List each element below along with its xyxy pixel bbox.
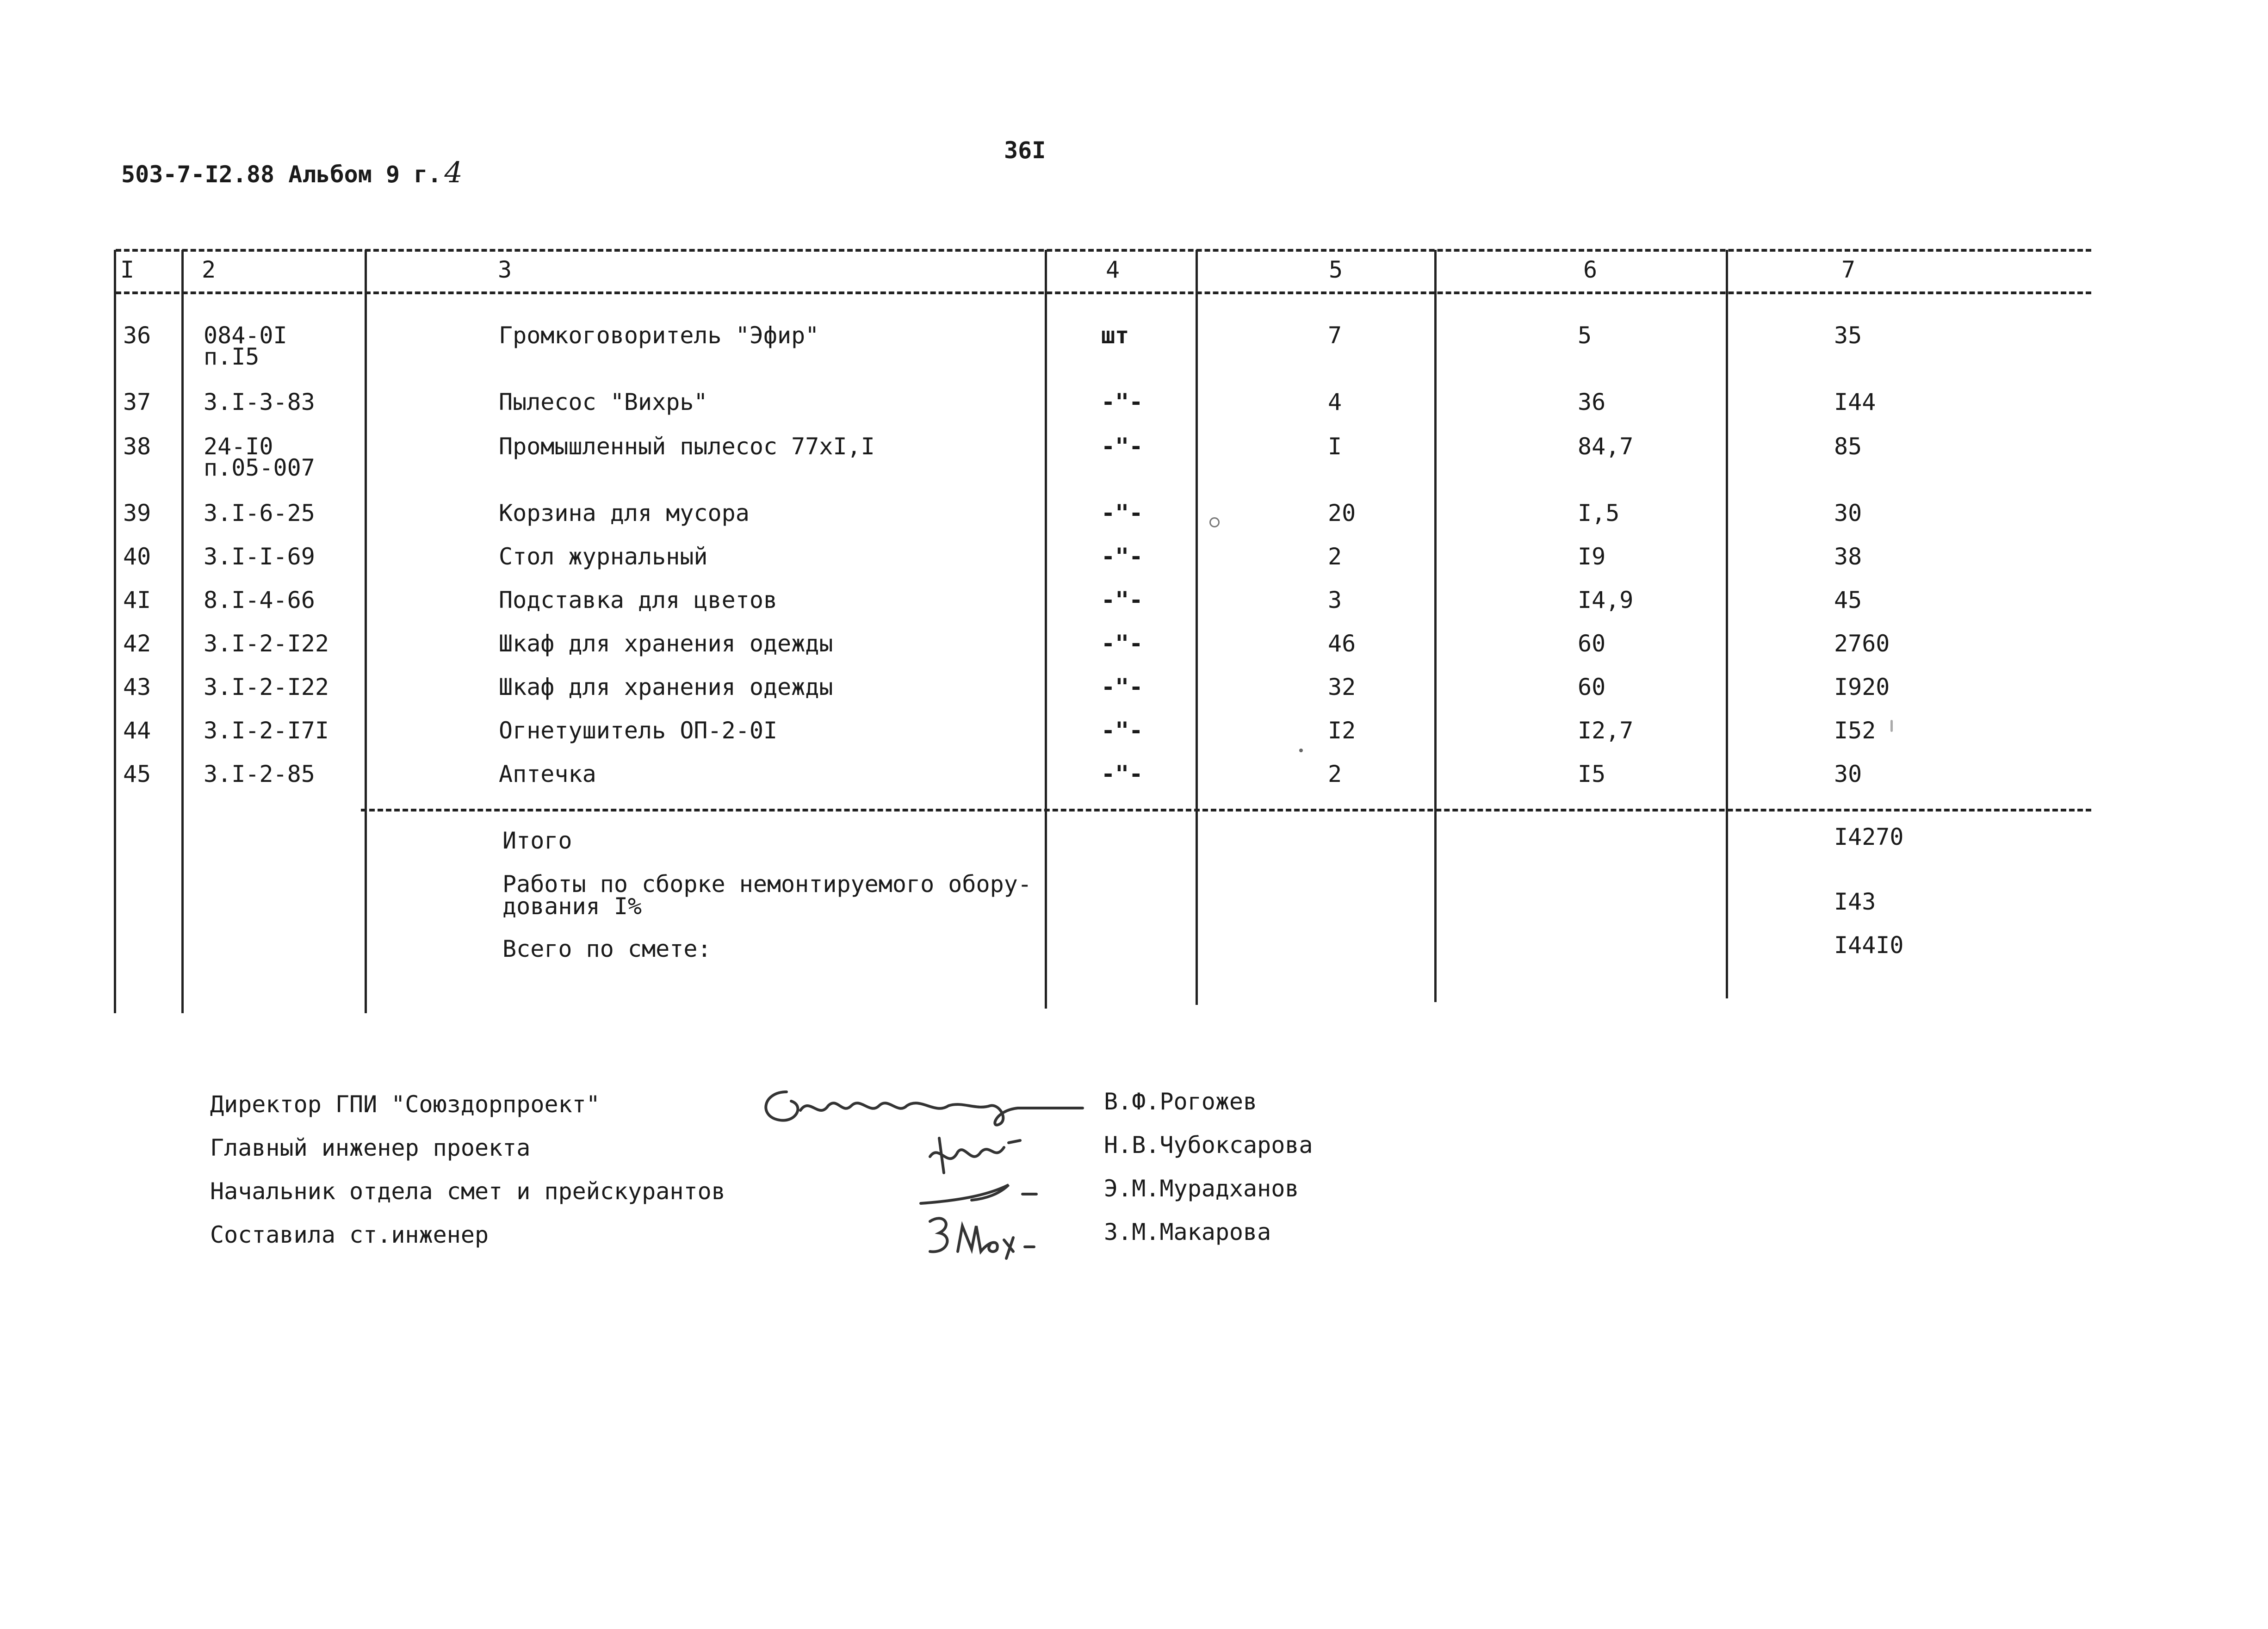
- subtotal-value: I4270: [1834, 824, 1904, 850]
- table-summary-border: [361, 809, 2091, 811]
- item-price: I,5: [1578, 500, 1620, 526]
- signatory-name: З.М.Макарова: [1104, 1219, 1271, 1245]
- item-price: 5: [1578, 322, 1592, 349]
- item-code: 3.I-2-I22: [204, 630, 329, 657]
- item-total: I920: [1834, 674, 1890, 700]
- item-quantity: 2: [1328, 761, 1342, 787]
- column-divider: [1726, 250, 1728, 998]
- column-header: 2: [202, 256, 216, 283]
- row-number: 45: [123, 761, 151, 787]
- item-total: 45: [1834, 587, 1862, 613]
- item-price: I4,9: [1578, 587, 1634, 613]
- item-code: 084-0I: [204, 322, 287, 349]
- item-total: 85: [1834, 433, 1862, 460]
- document-code: 503-7-I2.88 Альбом 9 г.4: [121, 155, 463, 189]
- row-number: 43: [123, 674, 151, 700]
- table-top-border: [116, 249, 2091, 252]
- row-number: 40: [123, 543, 151, 570]
- item-name: Шкаф для хранения одежды: [499, 630, 833, 657]
- column-divider: [114, 250, 116, 1013]
- item-total: 35: [1834, 322, 1862, 349]
- item-name: Пылесос "Вихрь": [499, 389, 708, 415]
- row-number: 4I: [123, 587, 151, 613]
- scan-speck: [1299, 749, 1303, 752]
- signatory-title: Главный инженер проекта: [210, 1134, 531, 1161]
- column-divider: [365, 250, 367, 1013]
- item-total: 30: [1834, 761, 1862, 787]
- column-header: 6: [1583, 256, 1598, 283]
- column-divider: [1434, 250, 1437, 1002]
- item-name: Промышленный пылесос 77хI,I: [499, 433, 875, 460]
- column-header: 7: [1841, 256, 1856, 283]
- item-quantity: 46: [1328, 630, 1356, 657]
- subtotal-label: Итого: [502, 827, 572, 854]
- column-divider: [1045, 250, 1047, 1009]
- item-price: 36: [1578, 389, 1606, 415]
- column-divider: [181, 250, 184, 1013]
- item-unit: -"-: [1101, 717, 1143, 744]
- item-unit: -"-: [1101, 587, 1143, 613]
- item-code: 3.I-2-I22: [204, 674, 329, 700]
- scan-speck: [1890, 720, 1893, 732]
- signatory-name: Э.М.Мурадханов: [1104, 1175, 1299, 1202]
- signatory-name: В.Ф.Рогожев: [1104, 1088, 1258, 1115]
- handwritten-signature: [921, 1208, 1041, 1268]
- item-unit: -"-: [1101, 500, 1143, 526]
- row-number: 39: [123, 500, 151, 526]
- column-divider: [1196, 250, 1198, 1005]
- item-total: I52: [1834, 717, 1876, 744]
- item-code-sub: п.05-007: [204, 454, 315, 481]
- item-code: 8.I-4-66: [204, 587, 315, 613]
- row-number: 38: [123, 433, 151, 460]
- handwritten-signature: [921, 1129, 1032, 1180]
- item-total: I44: [1834, 389, 1876, 415]
- table-header-border: [116, 291, 2091, 294]
- page-number: 36I: [1004, 137, 1046, 164]
- item-unit: шт: [1101, 322, 1129, 349]
- item-code-sub: п.I5: [204, 343, 260, 370]
- item-price: I5: [1578, 761, 1606, 787]
- item-quantity: 20: [1328, 500, 1356, 526]
- item-unit: -"-: [1101, 433, 1143, 460]
- item-code: 3.I-2-I7I: [204, 717, 329, 744]
- item-total: 30: [1834, 500, 1862, 526]
- column-header: I: [120, 256, 135, 283]
- item-price: 84,7: [1578, 433, 1634, 460]
- item-name: Аптечка: [499, 761, 596, 787]
- item-quantity: 3: [1328, 587, 1342, 613]
- item-unit: -"-: [1101, 761, 1143, 787]
- item-code: 3.I-2-85: [204, 761, 315, 787]
- column-header: 5: [1329, 256, 1343, 283]
- column-header: 3: [498, 256, 512, 283]
- item-unit: -"-: [1101, 389, 1143, 415]
- grand-total-label: Всего по смете:: [502, 935, 712, 962]
- column-header: 4: [1106, 256, 1120, 283]
- item-code: 3.I-3-83: [204, 389, 315, 415]
- grand-total-value: I44I0: [1834, 932, 1904, 959]
- assembly-label-cont: дования I%: [502, 893, 642, 920]
- handwritten-signature: [916, 1173, 1046, 1210]
- scan-speck: [1209, 517, 1220, 527]
- item-quantity: 2: [1328, 543, 1342, 570]
- item-name: Подставка для цветов: [499, 587, 778, 613]
- item-price: 60: [1578, 674, 1606, 700]
- item-price: 60: [1578, 630, 1606, 657]
- handwritten-suffix: 4: [444, 155, 463, 189]
- assembly-label: Работы по сборке немонтируемого обору-: [502, 871, 1032, 898]
- assembly-value: I43: [1834, 888, 1876, 915]
- item-unit: -"-: [1101, 543, 1143, 570]
- item-name: Громкоговоритель "Эфир": [499, 322, 819, 349]
- signatory-title: Директор ГПИ "Союздорпроект": [210, 1091, 600, 1118]
- item-name: Огнетушитель ОП-2-0I: [499, 717, 778, 744]
- item-name: Стол журнальный: [499, 543, 708, 570]
- item-quantity: I: [1328, 433, 1342, 460]
- item-price: I2,7: [1578, 717, 1634, 744]
- item-code: 3.I-6-25: [204, 500, 315, 526]
- row-number: 44: [123, 717, 151, 744]
- item-total: 38: [1834, 543, 1862, 570]
- item-quantity: 4: [1328, 389, 1342, 415]
- item-name: Шкаф для хранения одежды: [499, 674, 833, 700]
- item-quantity: 32: [1328, 674, 1356, 700]
- item-total: 2760: [1834, 630, 1890, 657]
- row-number: 42: [123, 630, 151, 657]
- signatory-name: Н.В.Чубоксарова: [1104, 1132, 1313, 1158]
- item-code: 3.I-I-69: [204, 543, 315, 570]
- item-code: 24-I0: [204, 433, 273, 460]
- signatory-title: Составила ст.инженер: [210, 1221, 489, 1248]
- signatory-title: Начальник отдела смет и прейскурантов: [210, 1178, 725, 1205]
- row-number: 37: [123, 389, 151, 415]
- item-name: Корзина для мусора: [499, 500, 750, 526]
- item-unit: -"-: [1101, 630, 1143, 657]
- item-unit: -"-: [1101, 674, 1143, 700]
- item-price: I9: [1578, 543, 1606, 570]
- row-number: 36: [123, 322, 151, 349]
- item-quantity: I2: [1328, 717, 1356, 744]
- item-quantity: 7: [1328, 322, 1342, 349]
